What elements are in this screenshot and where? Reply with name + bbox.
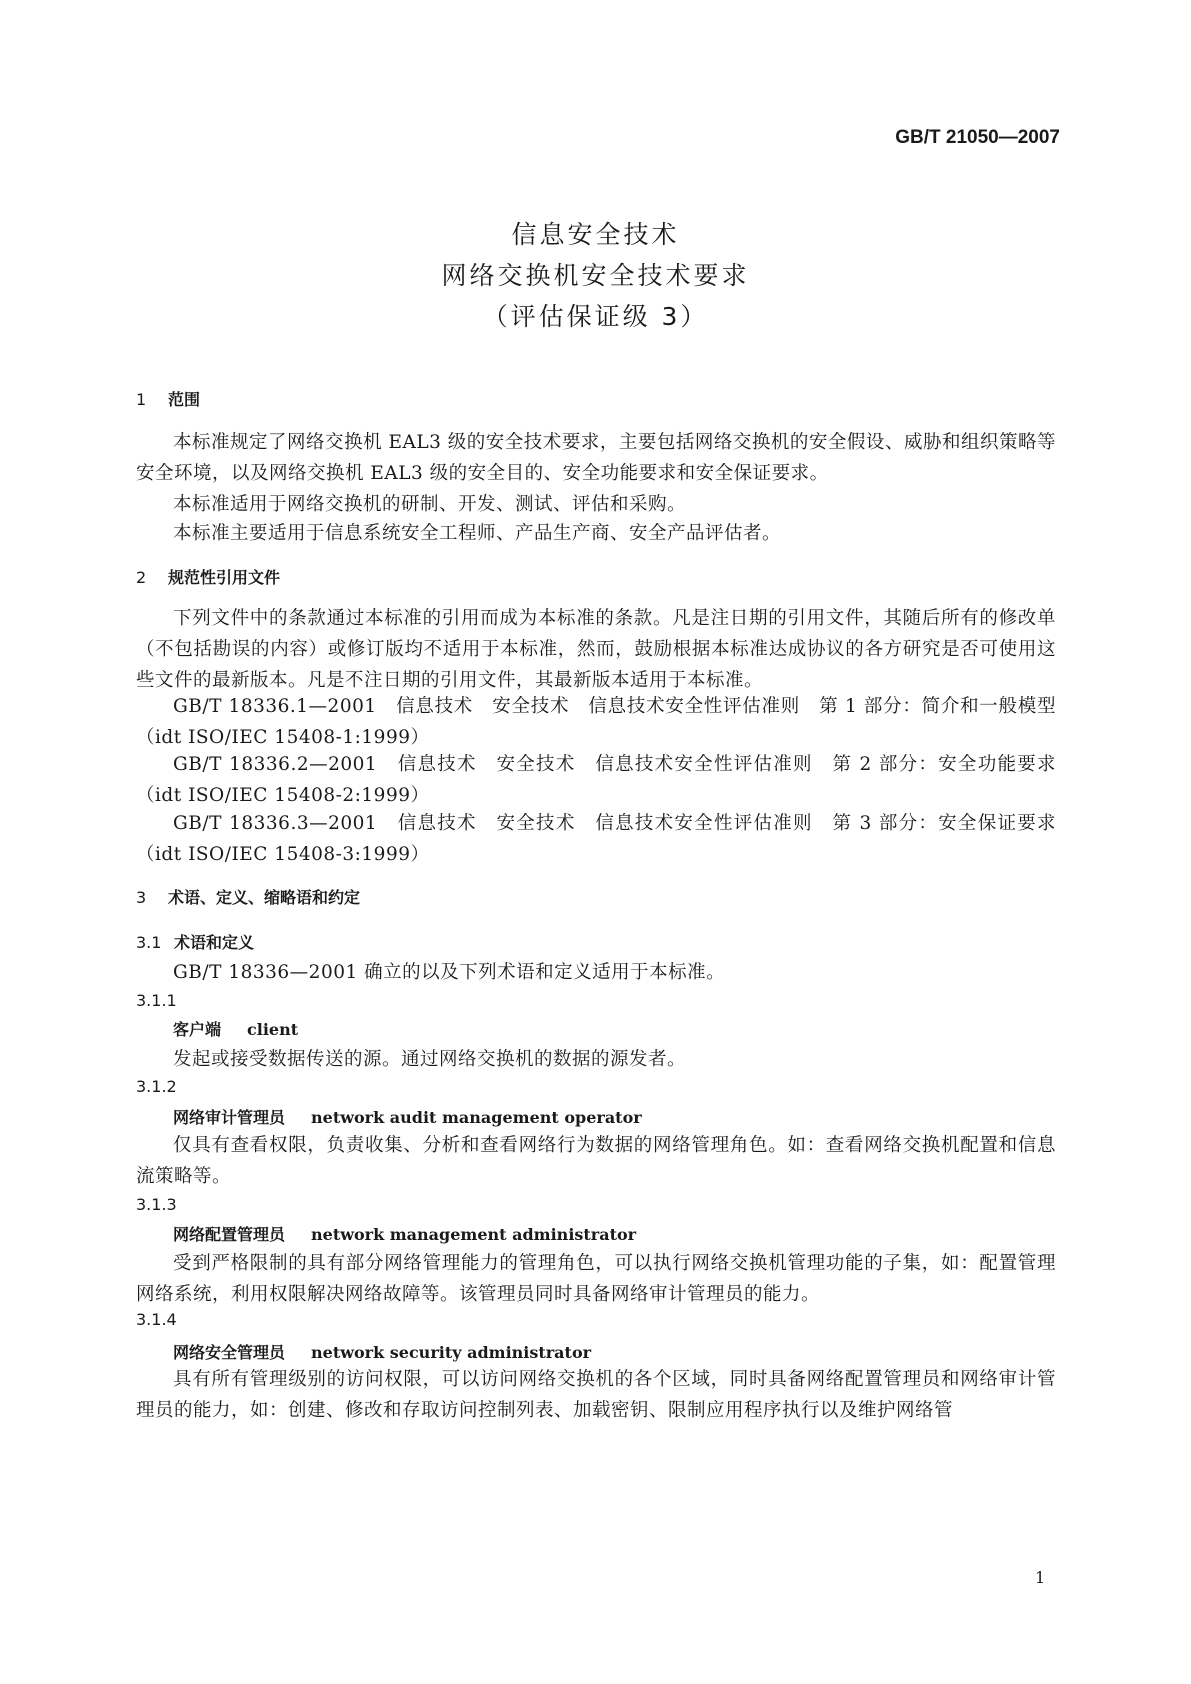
term-number: 3.1.2 xyxy=(136,1077,177,1096)
term-definition: 受到严格限制的具有部分网络管理能力的管理角色，可以执行网络交换机管理功能的子集，如：配置管理网络系统，利用权限解决网络故障等。该管理员同时具备网络审计管理员的能力。 xyxy=(136,1253,1056,1305)
section-number: 1 xyxy=(136,390,147,409)
section-1-paragraph-3: 本标准主要适用于信息系统安全工程师、产品生产商、安全产品评估者。 xyxy=(173,523,782,544)
title-line-1: 信息安全技术 xyxy=(511,220,680,249)
section-1-paragraph-2: 本标准适用于网络交换机的研制、开发、测试、评估和采购。 xyxy=(173,494,687,515)
section-number: 3 xyxy=(136,888,147,907)
reference-item: GB/T 18336.1—2001 信息技术 安全技术 信息技术安全性评估准则 第 1 部分：简介和一般模型（idt ISO/IEC 15408-1:1999） xyxy=(136,696,1056,748)
section-1-paragraph-1: 本标准规定了网络交换机 EAL3 级的安全技术要求，主要包括网络交换机的安全假设、威胁和组织策略等安全环境，以及网络交换机 EAL3 级的安全目的、安全功能要求和安全保证要求。 xyxy=(136,432,1056,484)
term-heading xyxy=(173,1222,636,1245)
term-en: network audit management operator xyxy=(311,1108,642,1127)
term-definition: 仅具有查看权限，负责收集、分析和查看网络行为数据的网络管理角色。如：查看网络交换机配置和信息流策略等。 xyxy=(136,1135,1056,1187)
section-1-heading xyxy=(136,387,200,410)
section-title: 术语、定义、缩略语和约定 xyxy=(168,888,361,907)
title-line-3: （评估保证级 3） xyxy=(482,302,709,331)
subsection-title: 术语和定义 xyxy=(174,933,255,952)
term-number: 3.1.3 xyxy=(136,1195,177,1214)
term-number: 3.1.4 xyxy=(136,1310,177,1329)
reference-item: GB/T 18336.2—2001 信息技术 安全技术 信息技术安全性评估准则 第 2 部分：安全功能要求（idt ISO/IEC 15408-2:1999） xyxy=(136,754,1056,806)
term-zh: 网络安全管理员 xyxy=(173,1343,286,1362)
title-line-2: 网络交换机安全技术要求 xyxy=(441,261,750,290)
term-number: 3.1.1 xyxy=(136,991,177,1010)
section-2-intro: 下列文件中的条款通过本标准的引用而成为本标准的条款。凡是注日期的引用文件，其随后所有的修改单（不包括勘误的内容）或修订版均不适用于本标准，然而，鼓励根据本标准达成协议的各方研究是否可使用这些文件的最新版本。凡是不注日期的引用文件，其最新版本适用于本标准。 xyxy=(136,608,1056,691)
term-en: network management administrator xyxy=(311,1225,637,1244)
term-heading xyxy=(173,1017,298,1040)
section-number: 2 xyxy=(136,568,147,587)
section-title: 规范性引用文件 xyxy=(168,568,281,587)
reference-item: GB/T 18336.3—2001 信息技术 安全技术 信息技术安全性评估准则 第 3 部分：安全保证要求（idt ISO/IEC 15408-3:1999） xyxy=(136,813,1056,865)
term-definition: 发起或接受数据传送的源。通过网络交换机的数据的源发者。 xyxy=(173,1049,687,1070)
subsection-3-1-heading xyxy=(136,930,254,953)
section-3-heading xyxy=(136,885,360,908)
term-zh: 网络配置管理员 xyxy=(173,1225,286,1244)
term-heading xyxy=(173,1340,591,1363)
section-2-heading xyxy=(136,565,280,588)
section-title: 范围 xyxy=(168,390,201,409)
subsection-3-1-intro: GB/T 18336—2001 确立的以及下列术语和定义适用于本标准。 xyxy=(173,962,726,983)
subsection-number: 3.1 xyxy=(136,933,162,952)
term-heading xyxy=(173,1105,642,1128)
term-definition: 具有所有管理级别的访问权限，可以访问网络交换机的各个区域，同时具备网络配置管理员和网络审计管理员的能力，如：创建、修改和存取访问控制列表、加载密钥、限制应用程序执行以及维护网络管 xyxy=(136,1369,1056,1421)
page-number: 1 xyxy=(1035,1568,1046,1587)
term-en: client xyxy=(247,1020,299,1039)
standard-code: GB/T 21050—2007 xyxy=(895,127,1060,148)
term-zh: 网络审计管理员 xyxy=(173,1108,286,1127)
term-en: network security administrator xyxy=(311,1343,592,1362)
term-zh: 客户端 xyxy=(173,1020,222,1039)
